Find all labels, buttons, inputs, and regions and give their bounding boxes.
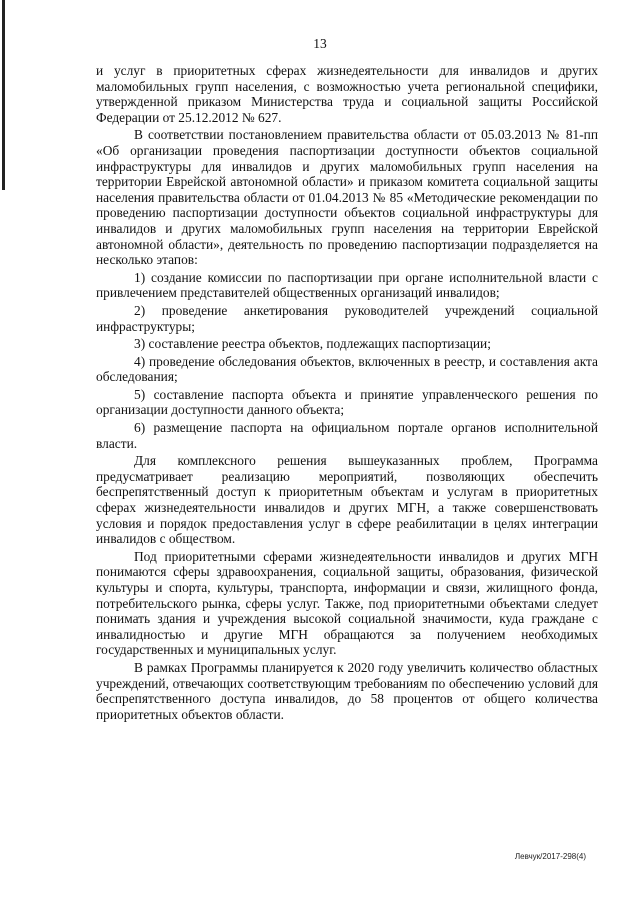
stage-item-3: 3) составление реестра объектов, подлежащих паспортизации;: [134, 336, 491, 352]
stage-item-1: 1) создание комиссии по паспортизации при органе исполнительной власти с привлечением представителей общественных организаций инвалидов;: [96, 269, 598, 301]
document-code: Левчук/2017-298(4): [514, 852, 586, 861]
paragraph-program-target: В рамках Программы планируется к 2020 году увеличить количество областных учреждений, отвечающих соответствующим требованиям по обеспечению условий для беспрепятственного доступа инвалидов, до 58 процентов от общего количества приоритетных объектов области.: [96, 659, 598, 722]
stage-item-5: 5) составление паспорта объекта и принятие управленческого решения по организации доступности данного объекта;: [96, 386, 598, 418]
stage-item-2: 2) проведение анкетирования руководителей учреждений социальной инфраструктуры;: [96, 302, 598, 334]
document-body: [96, 63, 598, 724]
paragraph-program-measures: Для комплексного решения вышеуказанных проблем, Программа предусматривает реализацию мероприятий, позволяющих обеспечить беспрепятственный доступ к приоритетным объектам и услугам в приоритетных сферах жизнедеятельности инвалидов и других МГН, а также совершенствовать условия и порядок предоставления услуг в сфере реабилитации в целях интеграции инвалидов с обществом.: [96, 453, 598, 547]
paragraph-priority-spheres: Под приоритетными сферами жизнедеятельности инвалидов и других МГН понимаются сферы здравоохранения, социальной защиты, образования, физической культуры и спорта, культуры, транспорта, информации и связи, жилищного фонда, потребительского рынка, сферы услуг. Также, под приоритетными объектами следует понимать здания и учреждения высокой социальной значимости, куда граждане с инвалидностью и другие МГН обращаются за получением необходимых государственных и муниципальных услуг.: [96, 548, 598, 658]
paragraph-intro: и услуг в приоритетных сферах жизнедеятельности для инвалидов и других маломобильных групп населения, с возможностью учета региональной специфики, утвержденной приказом Министерства труда и социальной защиты Российской Федерации от 25.12.2012 № 627.: [96, 63, 598, 125]
paragraph-passportization: В соответствии постановлением правительства области от 05.03.2013 № 81-пп «Об организации проведения паспортизации доступности объектов социальной инфраструктуры для инвалидов и других маломобильных групп населения на территории Еврейской автономной области» и приказом комитета социальной защиты населения правительства области от 01.04.2013 № 85 «Методические рекомендации по проведению паспортизации доступности объектов социальной инфраструктуры для инвалидов и других маломобильных групп населения на территории Еврейской автономной области», деятельность по проведению паспортизации подразделяется на несколько этапов:: [96, 127, 598, 268]
stage-item-6: 6) размещение паспорта на официальном портале органов исполнительной власти.: [96, 420, 598, 451]
scan-margin-line: [2, 0, 5, 190]
page-number: 13: [313, 36, 327, 51]
stage-item-4: 4) проведение обследования объектов, включенных в реестр, и составления акта обследования;: [96, 353, 598, 385]
